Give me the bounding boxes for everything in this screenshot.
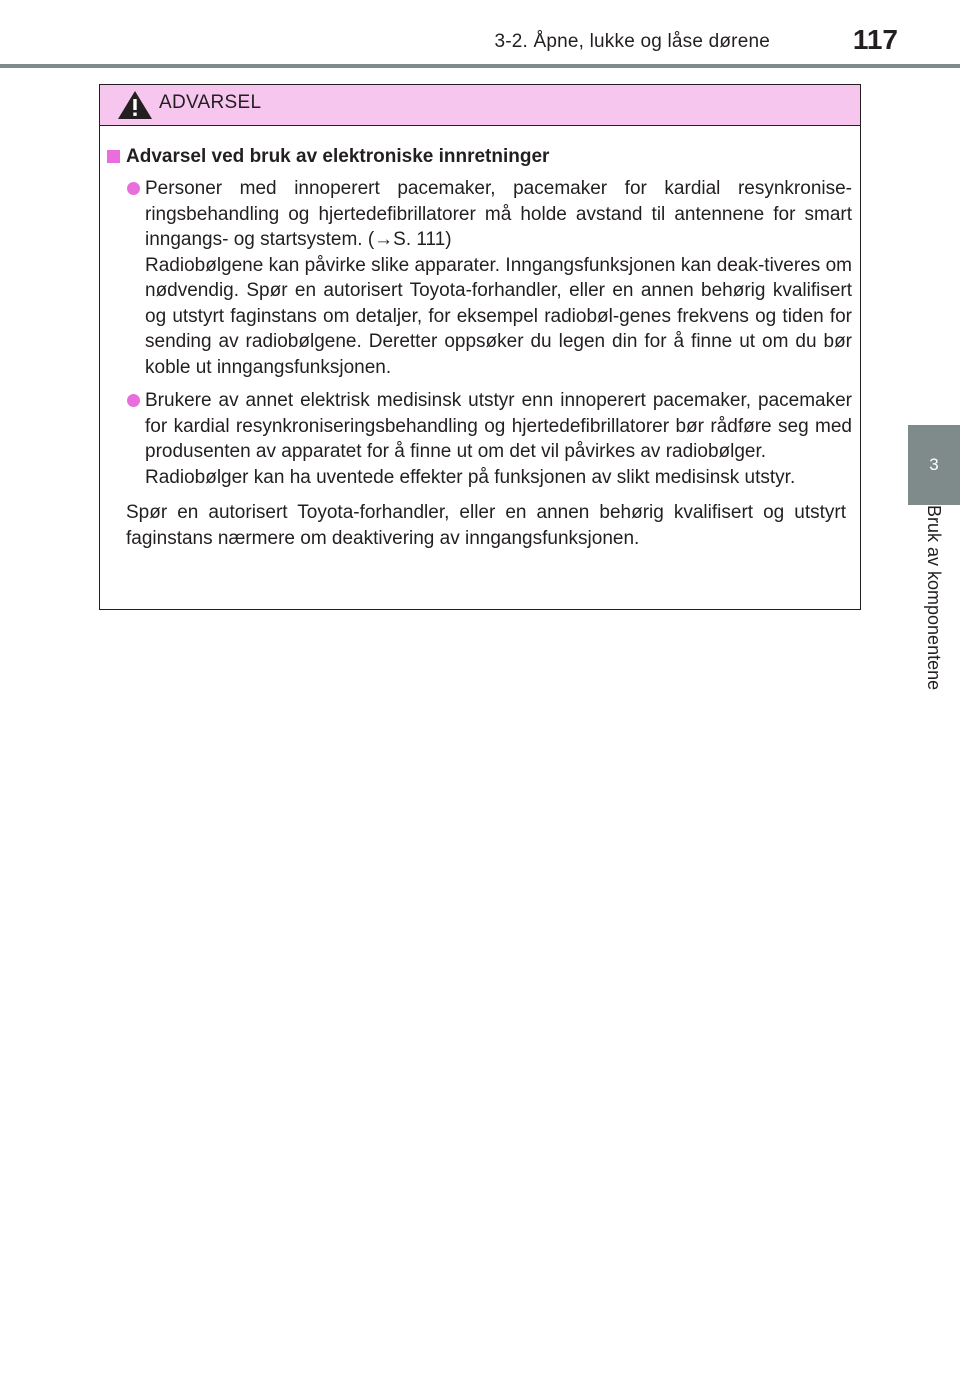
warning-triangle-icon: [117, 90, 153, 120]
warning-title: ADVARSEL: [159, 92, 262, 113]
round-bullet-icon: [127, 394, 140, 407]
list-item: [107, 176, 852, 380]
section-heading: [107, 144, 852, 170]
page-number: 117: [852, 24, 898, 55]
warning-header: [100, 85, 860, 126]
paragraph: Brukere av annet elektrisk medisinsk utstyr enn innoperert pacemaker, pacemaker for kardial resynkroniseringsbehandling og hjertedefibrillatorer bør rådføre seg med produsenten av apparatet for å finne ut om det vil påvirkes av radiobølger.: [145, 390, 852, 462]
header-rule: [0, 64, 960, 68]
list-item: [107, 388, 852, 490]
warning-box: [99, 84, 861, 610]
chapter-title: Bruk av komponentene: [924, 505, 944, 691]
paragraph: Radiobølgene kan påvirke slike apparater. Inngangsfunksjonen kan deak-tiveres om nødvendig. Spør en autorisert Toyota-forhandler, eller en annen behørig kvalifisert og utstyrt faginstans om detaljer, for eksempel radiobøl-genes frekvens og tiden for sending av radiobølgene. Deretter oppsøker du legen din for å finne ut om du bør koble ut inngangsfunksjonen.: [145, 254, 852, 378]
chapter-side-label: [908, 505, 960, 735]
warning-body: [100, 126, 860, 551]
square-bullet-icon: [107, 150, 120, 163]
warning-note: Spør en autorisert Toyota-forhandler, eller en annen behørig kvalifisert og utstyrt faginstans nærmere om deaktivering av inngangsfunksjonen.: [126, 502, 846, 549]
chapter-tab: [908, 425, 960, 505]
header-section-title: 3-2. Åpne, lukke og låse dørene: [494, 31, 770, 52]
round-bullet-icon: [127, 182, 140, 195]
section-heading-text: Advarsel ved bruk av elektroniske innretninger: [126, 146, 550, 167]
paragraph: Personer med innoperert pacemaker, pacemaker for kardial resynkronise-ringsbehandling og hjertedefibrillatorer må holde avstand til antennene for smart inngangs- og startsystem. (→S. 111): [145, 178, 852, 250]
chapter-number: 3: [929, 455, 939, 474]
paragraph: Radiobølger kan ha uventede effekter på funksjonen av slikt medisinsk utstyr.: [145, 466, 796, 488]
